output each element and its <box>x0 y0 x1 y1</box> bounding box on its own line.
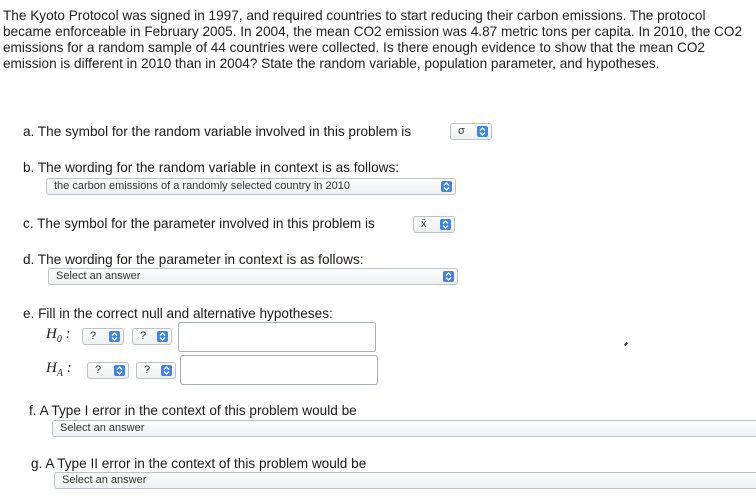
question-b-label: b. The wording for the random variable in context is as follows: <box>23 160 400 175</box>
parameter-wording-select[interactable] <box>48 268 458 285</box>
type-two-error-select[interactable] <box>54 472 756 489</box>
null-relation-select[interactable]: ? <box>132 328 172 345</box>
chevron-updown-icon <box>114 365 125 376</box>
chevron-updown-icon <box>109 331 120 342</box>
parameter-symbol-select[interactable] <box>413 216 455 233</box>
chevron-updown-icon <box>441 181 452 192</box>
chevron-updown-icon <box>161 365 172 376</box>
null-parameter-select[interactable]: ? <box>82 328 124 345</box>
alt-parameter-select[interactable]: ? <box>87 362 129 379</box>
alt-relation-select[interactable]: ? <box>136 362 176 379</box>
question-d-label: d. The wording for the parameter in context is as follows: <box>23 252 364 267</box>
type-one-error-value: Select an answer <box>60 422 145 434</box>
random-variable-symbol-select[interactable] <box>450 123 492 140</box>
cursor-mark <box>624 342 628 346</box>
question-g-label: g. A Type II error in the context of this problem would be <box>31 456 367 471</box>
parameter-symbol-value: x̄ <box>421 218 427 230</box>
question-a-label: a. The symbol for the random variable involved in this problem is <box>23 124 412 139</box>
question-e-label: e. Fill in the correct null and alternative hypotheses: <box>23 306 333 321</box>
problem-statement: The Kyoto Protocol was signed in 1997, and required countries to start reducing their carbon emissions. The protocol became enforceable in February 2005. In 2004, the mean CO2 emission was 4.87 metric tons per capita. In 2010, the CO2 emissions for a random sample of 44 countries were collected. Is there enough evidence to show that the mean CO2 emission is different in 2010 than in 2004? State the random variable, population parameter, and hypotheses. <box>3 8 743 71</box>
alternative-hypothesis-label: $H_A$ : <box>46 360 72 379</box>
random-variable-wording-value: the carbon emissions of a randomly selected country in 2010 <box>54 180 350 192</box>
chevron-updown-icon <box>477 126 488 137</box>
null-hypothesis-label: $H_0$ : <box>46 326 71 345</box>
chevron-updown-icon <box>443 271 454 282</box>
question-c-label: c. The symbol for the parameter involved in this problem is <box>23 216 375 231</box>
question-f-label: f. A Type I error in the context of this problem would be <box>29 403 357 418</box>
alt-value-input[interactable] <box>180 355 378 385</box>
type-two-error-value: Select an answer <box>62 474 147 486</box>
type-one-error-select[interactable] <box>52 420 756 437</box>
chevron-updown-icon <box>157 331 168 342</box>
random-variable-symbol-value: σ <box>458 125 465 137</box>
chevron-updown-icon <box>440 219 451 230</box>
null-value-input[interactable] <box>178 322 376 352</box>
random-variable-wording-select[interactable] <box>46 178 456 195</box>
parameter-wording-value: Select an answer <box>56 270 141 282</box>
